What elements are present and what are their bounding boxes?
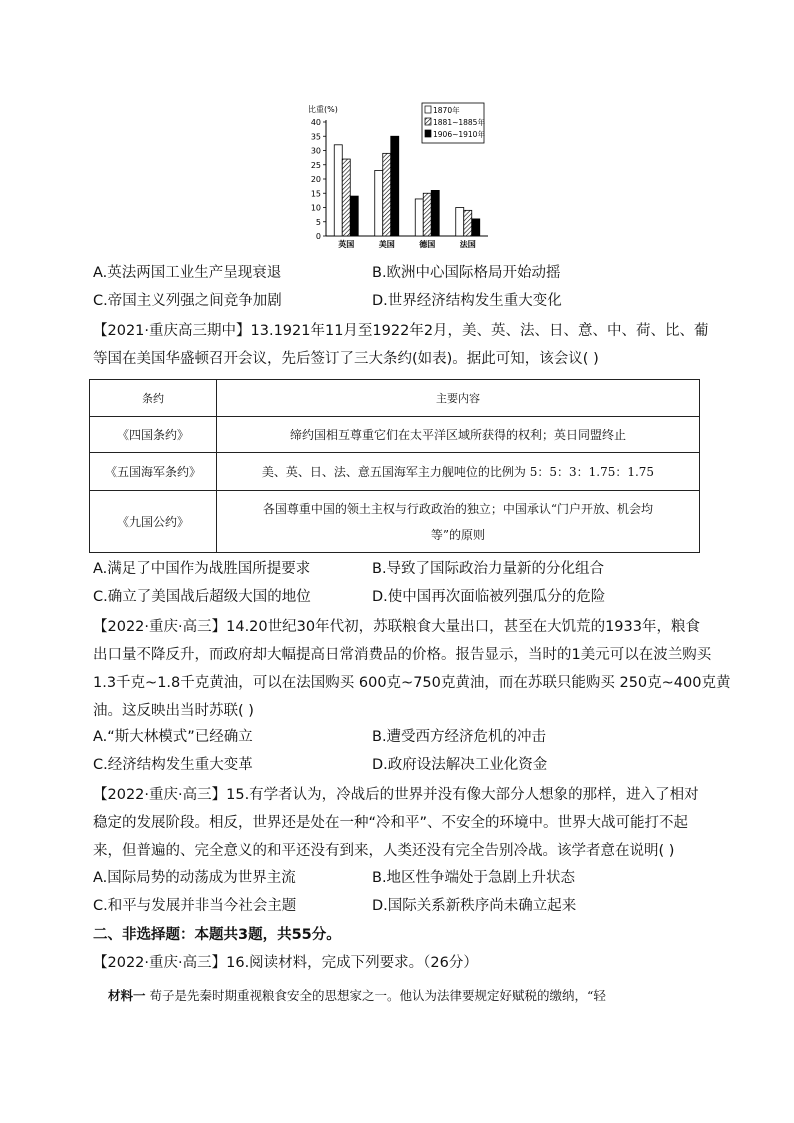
y-tick-label: 30 [310, 146, 321, 156]
bar [431, 190, 439, 236]
bar [350, 196, 358, 236]
y-tick-label: 25 [310, 160, 321, 170]
treaty-name: 《四国条约》 [90, 417, 217, 453]
section-heading: 二、非选择题：本题共3题，共55分。 [93, 927, 341, 943]
bar [472, 219, 480, 236]
q14-option-c: C.经济结构发生重大变革 [93, 757, 253, 773]
q12-option-d: D.世界经济结构发生重大变化 [372, 293, 562, 309]
q13-stem-line1: 【2021·重庆高三期中】13.1921年11月至1922年2月，美、英、法、日、意、中、荷、比、葡 [93, 323, 709, 339]
material-label: 材料一 [108, 988, 146, 1003]
q15-stem-line3: 来，但普遍的、完全意义的和平还没有到来，人类还没有完全告别冷战。该学者意在说明( ) [93, 843, 675, 859]
q15-option-c: C.和平与发展并非当今社会主题 [93, 898, 297, 914]
y-axis-label: 比重(%) [308, 105, 338, 114]
bar [375, 170, 383, 236]
q15-option-d: D.国际关系新秩序尚未确立起来 [372, 898, 577, 914]
bar [415, 199, 423, 236]
q16-material [108, 986, 606, 1004]
q14-option-b: B.遭受西方经济危机的冲击 [372, 729, 547, 745]
y-tick-label: 40 [310, 118, 321, 127]
q15-stem-line2: 稳定的发展阶段。相反，世界还是处在一种“冷和平”、不安全的环境中。世界大战可能打不起 [93, 815, 689, 831]
q12-option-b: B.欧洲中心国际格局开始动摇 [372, 265, 561, 281]
q14-stem-line2: 出口量不降反升，而政府却大幅提高日常消费品的价格。报告显示，当时的1美元可以在波兰购买 [93, 647, 712, 663]
x-tick-label: 美国 [378, 240, 395, 249]
y-tick-label: 35 [310, 132, 321, 142]
treaty-table [89, 379, 700, 553]
bar [383, 153, 391, 236]
treaty-content-line2: 等”的原则 [430, 527, 486, 542]
bar-chart [296, 100, 496, 256]
table-header-treaty: 条约 [90, 380, 217, 417]
x-tick-label: 法国 [459, 240, 476, 249]
q14-stem-line4: 油。这反映出当时苏联( ) [93, 703, 254, 719]
q14-option-d: D.政府设法解决工业化资金 [372, 757, 548, 773]
q14-option-a: A.“斯大林模式”已经确立 [93, 729, 253, 745]
treaty-content: 美、英、日、法、意五国海军主力舰吨位的比例为 5：5：3：1.75：1.75 [217, 453, 700, 491]
bar [342, 159, 350, 236]
legend-swatch [425, 118, 431, 125]
q12-option-a: A.英法两国工业生产呈现衰退 [93, 265, 282, 281]
q13-option-b: B.导致了国际政治力量新的分化组合 [372, 561, 605, 577]
bar [423, 193, 431, 236]
bar [456, 208, 464, 237]
q16-stem-line1: 【2022·重庆·高三】16.阅读材料，完成下列要求。（26分） [93, 955, 478, 971]
table-row [90, 417, 700, 453]
treaty-content: 缔约国相互尊重它们在太平洋区域所获得的权利；英日同盟终止 [217, 417, 700, 453]
y-tick-label: 15 [310, 189, 321, 199]
q15-option-a: A.国际局势的动荡成为世界主流 [93, 870, 296, 886]
treaty-name: 《九国公约》 [90, 491, 217, 553]
bar [464, 210, 472, 236]
table-header-content: 主要内容 [217, 380, 700, 417]
q15-option-b: B.地区性争端处于急剧上升状态 [372, 870, 576, 886]
legend-label: 1906~1910年 [433, 130, 485, 139]
y-tick-label: 20 [310, 175, 321, 184]
q14-stem-line3: 1.3千克~1.8千克黄油，可以在法国购买 600克~750克黄油，而在苏联只能购买 250克~400克黄 [93, 675, 731, 691]
y-tick-label: 10 [310, 203, 321, 213]
x-tick-label: 英国 [338, 240, 355, 249]
q13-option-a: A.满足了中国作为战胜国所提要求 [93, 561, 311, 577]
q13-option-c: C.确立了美国战后超级大国的地位 [93, 589, 311, 605]
x-tick-label: 德国 [419, 240, 436, 249]
bar [334, 145, 342, 236]
q15-stem-line1: 【2022·重庆·高三】15.有学者认为，冷战后的世界并没有像大部分人想象的那样，进入了相对 [93, 787, 699, 803]
table-row [90, 453, 700, 491]
q14-stem-line1: 【2022·重庆·高三】14.20世纪30年代初，苏联粮食大量出口，甚至在大饥荒的1933年，粮食 [93, 619, 700, 635]
treaty-content-line1: 各国尊重中国的领土主权与行政政治的独立；中国承认“门户开放、机会均 [262, 501, 654, 516]
y-tick-label: 5 [315, 217, 321, 227]
bar [391, 136, 399, 236]
material-text: 荀子是先秦时期重视粮食安全的思想家之一。他认为法律要规定好赋税的缴纳，“轻 [149, 988, 606, 1003]
y-tick-label: 0 [315, 232, 321, 241]
q13-stem-line2: 等国在美国华盛顿召开会议，先后签订了三大条约(如表)。据此可知，该会议( ) [93, 351, 599, 367]
treaty-name: 《五国海军条约》 [90, 453, 217, 491]
q12-option-c: C.帝国主义列强之间竞争加剧 [93, 293, 282, 309]
legend-label: 1870年 [433, 106, 460, 115]
legend-swatch [425, 130, 431, 137]
table-row [90, 491, 700, 553]
legend-swatch [425, 106, 431, 113]
treaty-content [217, 491, 700, 553]
legend-label: 1881~1885年 [433, 118, 485, 127]
q13-option-d: D.使中国再次面临被列强瓜分的危险 [372, 589, 606, 605]
